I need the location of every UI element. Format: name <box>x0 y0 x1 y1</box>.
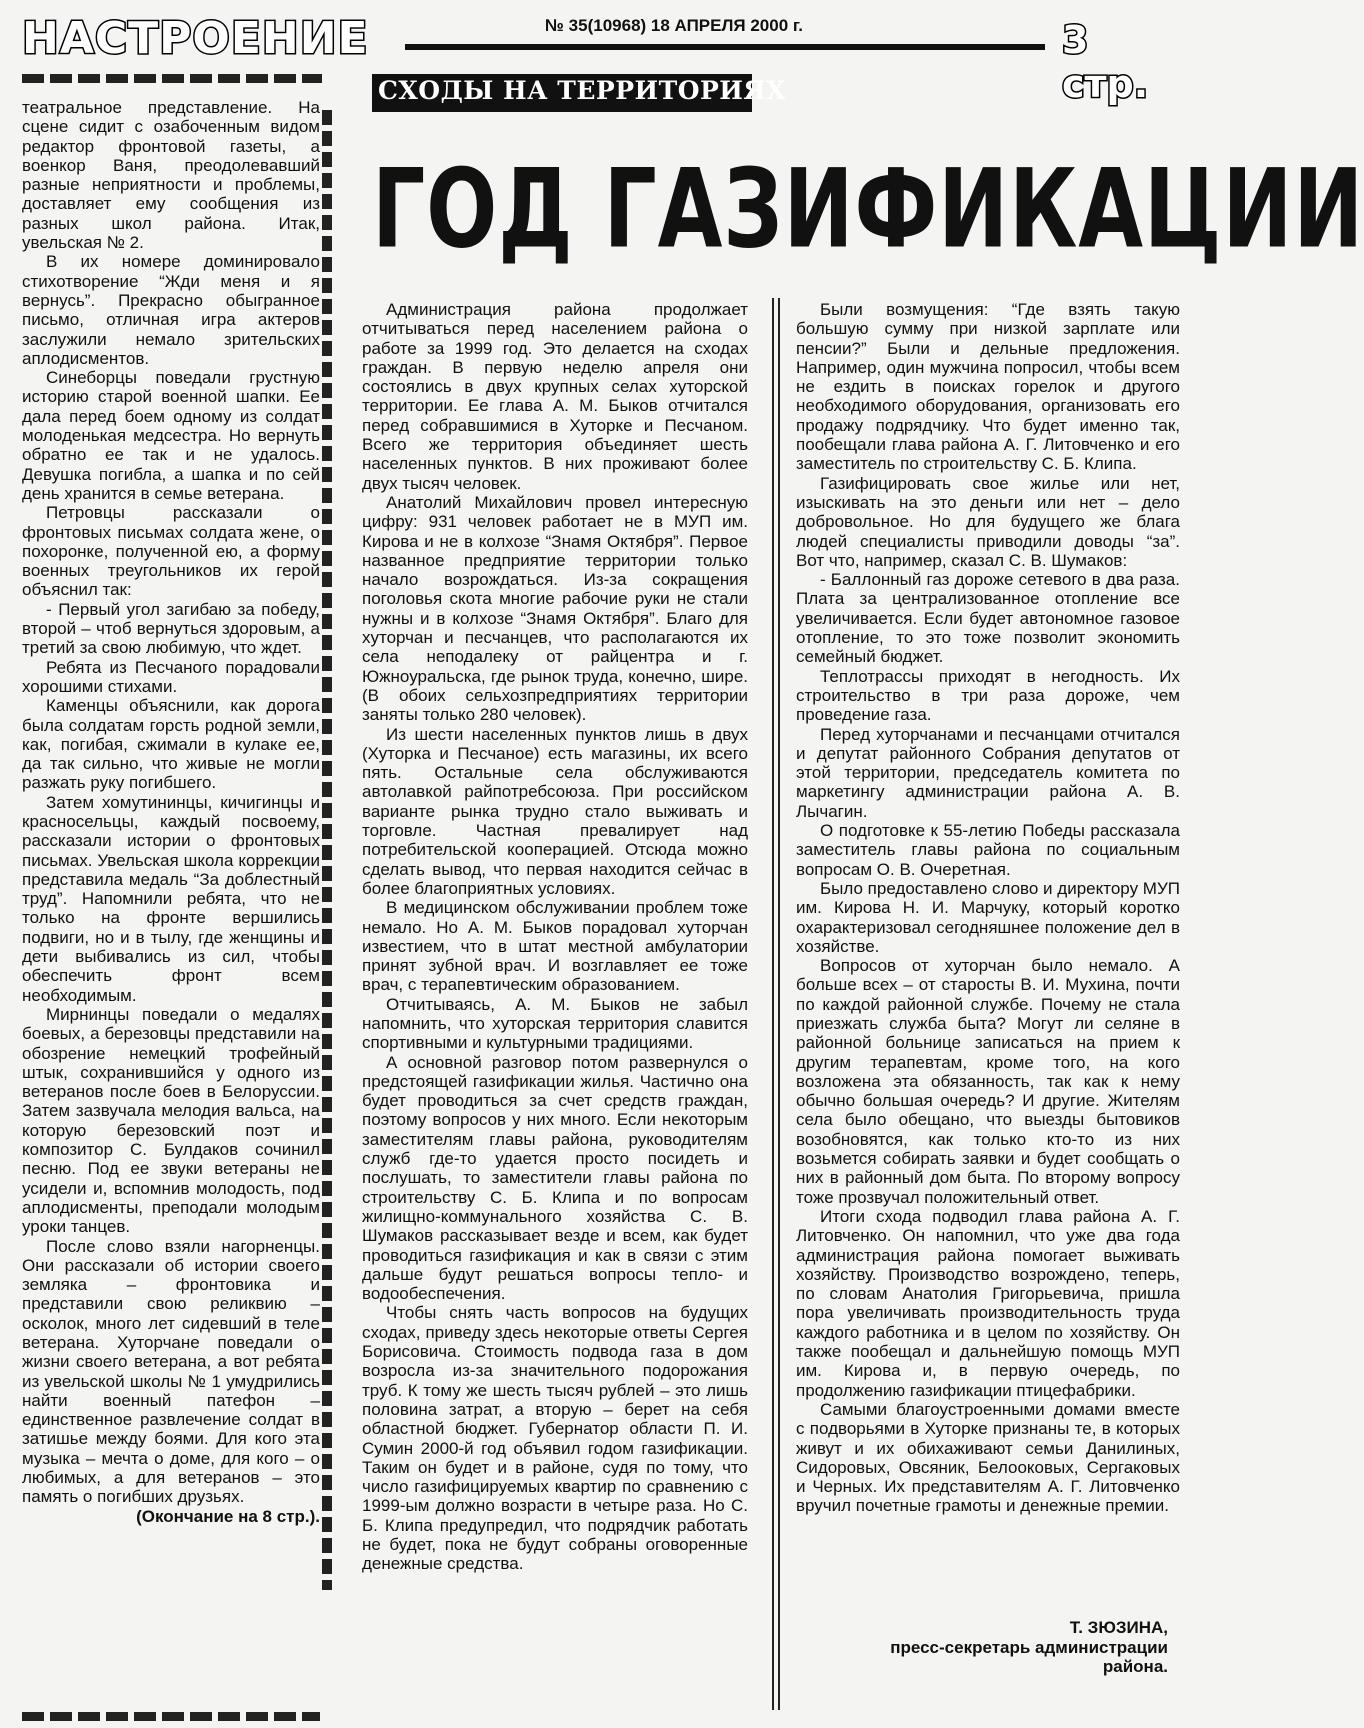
top-dash-divider <box>22 74 322 83</box>
paragraph: В их номере доминировало стихотворение “Жди меня и я вернусь”. Прекрасно обыгранное письмо, отличная игра актеров заслужили немало зрительских аплодисментов. <box>22 252 320 368</box>
paragraph: Синеборцы поведали грустную историю старой военной шапки. Ее дала перед боем одному из солдат молоденькая медсестра. Но вернуть обратно ее так и не удалось. Девушка погибла, а шапка и по сей день хранится в семье ветерана. <box>22 368 320 503</box>
paragraph: О подготовке к 55-летию Победы рассказала заместитель главы района по социальным вопросам О. В. Очеретная. <box>796 821 1180 879</box>
paragraph: После слово взяли нагорненцы. Они рассказали об истории своего земляка – фронтовика и представили свою реликвию – осколок, много лет сидевший в теле ветерана. Хуторчане поведали о жизни своего ветерана, а вот ребята из увельской школы № 1 умудрились найти военный патефон – единственное развлечение солдат в затишье между боями. Для кого эта музыка – мечта о доме, для кого – о любимых, а для ветеранов – это память о погибших друзьях. <box>22 1236 320 1507</box>
paragraph: Мирнинцы поведали о медалях боевых, а березовцы представили на обозрение немецкий трофейный штык, сохранившийся у одного из ветеранов после боев в Белоруссии. Затем зазвучала мелодия вальса, на которую березовский поэт и композитор С. Булдаков сочинил песню. Под ее звуки ветераны не усидели и, вспомнив молодость, под аплодисменты, преподали молодым уроки танцев. <box>22 1004 320 1237</box>
paragraph: Администрация района продолжает отчитываться перед населением района о работе за 1999 год. Это делается на сходах граждан. В первую неделю апреля они состоялись в двух крупных селах хуторской территории. Ее глава А. М. Быков отчитался перед собравшимися в Хуторке и Песчаном. Всего же территория объединяет шесть населенных пунктов. В них проживают более двух тысяч человек. <box>362 300 748 493</box>
paragraph: Итоги схода подводил глава района А. Г. Литовченко. Он напомнил, что уже два года администрация района помогает выживать хозяйству. Производство возрождено, теперь, по словам Анатолия Григорьевича, пришла пора увеличивать производительность труда каждого работника и в целом по хозяйству. Он также пообещал и дальнейшую помощь МУП им. Кирова и, в первую очередь, по продолжению газификации птицефабрики. <box>796 1206 1180 1400</box>
rubric-banner <box>372 74 786 112</box>
paragraph: Теплотрассы приходят в негодность. Их строительство в три раза дороже, чем проведение газа. <box>796 666 1180 725</box>
rubric-text: СХОДЫ НА ТЕРРИТОРИЯХ <box>378 76 786 105</box>
author-role: пресс-секретарь администрации района. <box>890 1637 1168 1676</box>
paragraph: театральное представление. На сцене сидит с озабоченным видом редактор фронтовой газеты, а военкор Ваня, преодолевавший разные неприятности и проблемы, доставляет ему сообщения из разных школ района. Итак, увельская № 2. <box>22 98 320 253</box>
paragraph: Петровцы рассказали о фронтовых письмах солдата жене, о похоронке, полученной ею, а форму военных треугольников их герой объяснил так: <box>22 503 320 600</box>
paragraph: Чтобы снять часть вопросов на будущих сходах, приведу здесь некоторые ответы Сергея Борисовича. Стоимость подвода газа в дом возросла из-за значительного подорожания труб. К тому же шесть тысяч рублей – это лишь половина затрат, а вторую – берет на себя областной бюджет. Губернатор области П. И. Сумин 2000-й год объявил годом газификации. Таким он будет и в районе, судя по тому, что число газифицируемых квартир по сравнению с 1999-ым должно возрасти в четыре раза. Но С. Б. Клипа предупредил, что подрядчик работать не будет, пока не будут собраны оговоренные денежные средства. <box>362 1303 748 1574</box>
paragraph: Перед хуторчанами и песчанцами отчитался и депутат районного Собрания депутатов от этой территории, председатель комитета по маркетингу администрации района А. В. Лычагин. <box>796 724 1180 821</box>
continued-note: (Окончание на 8 стр.). <box>136 1506 320 1526</box>
paragraph: В медицинском обслуживании проблем тоже немало. Но А. М. Быков порадовал хуторчан известием, что в штат местной амбулатории принят зубной врач. И возглавляет ее тоже врач, с терапевтическим образованием. <box>362 898 748 995</box>
paragraph: Затем хомутининцы, кичигинцы и красносельцы, каждый посвоему, рассказали истории о фронтовых письмах. Увельская школа коррекции представила медаль “За доблестный труд”. Напомнили ребята, что не только на фронте вершились подвиги, но и в тылу, где женщины и дети выбивались из сил, чтобы обеспечить фронт всем необходимым. <box>22 792 320 1005</box>
paragraph: - Первый угол загибаю за победу, второй – чтоб вернуться здоровым, а третий за свою любимую, что ждет. <box>22 599 320 658</box>
paragraph: Газифицировать свое жилье или нет, изыскивать на это деньги или нет – дело добровольное. Но для будущего же блага людей специалисты приводили доводы “за”. Вот что, например, сказал С. В. Шумаков: <box>796 473 1180 570</box>
paragraph: Анатолий Михайлович провел интересную цифру: 931 человек работает не в МУП им. Кирова и не в колхозе “Знамя Октября”. Первое названное предприятие территории только начало возрождаться. Из-за сокращения поголовья скота многие рабочие руки не стали нужны и в колхозе “Знамя Октября”. Благо для хуторчан и песчанцев, что располагаются их села неподалеку от райцентра и г. Южноуральска, где рынок труда, конечно, шире. (В обоих сельхозпредприятиях территории заняты только 280 человек). <box>362 492 748 725</box>
paragraph: - Баллонный газ дороже сетевого в два раза. Плата за централизованное отопление все увеличивается. Если будет автономное газовое отопление, то это тоже позволит экономить семейный бюджет. <box>796 570 1180 667</box>
paragraph: А основной разговор потом развернулся о предстоящей газификации жилья. Частично она будет проводиться за счет средств граждан, поэтому вопросов у них много. Если некоторым заместителям главы района, руководителям служб где-то удается просто посидеть и послушать, то заместители главы района по строительству С. Б. Клипа и по вопросам жилищно-коммунального хозяйства С. В. Шумаков рассказывает везде и всем, как будет проводиться газификация и как в связи с этим дальше будут решаться вопросы тепло- и водообеспечения. <box>362 1052 748 1304</box>
bottom-dash-divider <box>22 1712 320 1721</box>
author-name: Т. ЗЮЗИНА, <box>1069 1618 1168 1637</box>
column-rule <box>772 298 774 1710</box>
author-signature <box>830 1618 1168 1677</box>
paragraph: Было предоставлено слово и директору МУП им. Кирова Н. И. Марчуку, который коротко охарактеризовал сегодняшнее положение дел в хозяйстве. <box>796 878 1180 956</box>
column-rule <box>778 298 780 1710</box>
paragraph: Вопросов от хуторчан было немало. А больше всех – от старосты В. И. Мухина, почти по каждой районной службе. Почему не стала приезжать служба быта? Могут ли селяне в районной больнице записаться на прием к другим терапевтам, кроме того, на кого возложена эта обязанность, так как к нему обычно большая очередь? И другие. Жителям села было обещано, что выезды бытовиков возобновятся, как только кто-то из них возьмется собирать заявки и будет сообщать о них в районный дом быта. По второму вопросу тоже прозвучал положительный ответ. <box>796 956 1180 1207</box>
column-right <box>796 300 1180 1516</box>
paragraph: Ребята из Песчаного порадовали хорошими стихами. <box>22 657 320 696</box>
section-masthead: НАСТРОЕНИЕ <box>22 13 369 64</box>
paragraph: Отчитываясь, А. М. Быков не забыл напомнить, что хуторская территория славится спортивными и культурными традициями. <box>362 994 748 1053</box>
column-left <box>22 98 320 1526</box>
paragraph: Каменцы объяснили, как дорога была солдатам горсть родной земли, как, погибая, сжимали в кулаке ее, да так сильно, что живые не могли разжать руку погибшего. <box>22 696 320 793</box>
headline: ГОД ГАЗИФИКАЦИИ <box>372 144 1364 273</box>
paragraph: Из шести населенных пунктов лишь в двух (Хуторка и Песчаное) есть магазины, их всего пять. Остальные села обслуживаются автолавкой райпотребсоюза. При российском варианте рынка трудно стало выживать и торговле. Частная превалирует над потребительской кооперацией. Отсюда можно сделать вывод, что первая находится сейчас в более благоприятных условиях. <box>362 724 748 898</box>
column-middle <box>362 300 748 1574</box>
paragraph: Самыми благоустроенными домами вместе с подворьями в Хуторке признаны те, в которых живут и их обихаживают семьи Данилиных, Сидоровых, Овсяник, Белооковых, Сергаковых и Черных. Их представителям А. Г. Литовченко вручил почетные грамоты и денежные премии. <box>796 1399 1180 1516</box>
side-dash-divider <box>322 110 332 1590</box>
page-number: 3 стр. <box>1062 18 1149 106</box>
paragraph: Были возмущения: “Где взять такую большую сумму при низкой зарплате или пенсии?” Были и дельные предложения. Например, один мужчина попросил, чтобы всем не ездить в поисках горелок и другого необходимого оборудования, организовать его продажу подрядчику. Что будет именно так, пообещали глава района А. Г. Литовченко и его заместитель по строительству С. Б. Клипа. <box>796 300 1180 474</box>
issue-line: № 35(10968) 18 АПРЕЛЯ 2000 г. <box>545 16 803 35</box>
header-rule <box>405 44 1045 50</box>
